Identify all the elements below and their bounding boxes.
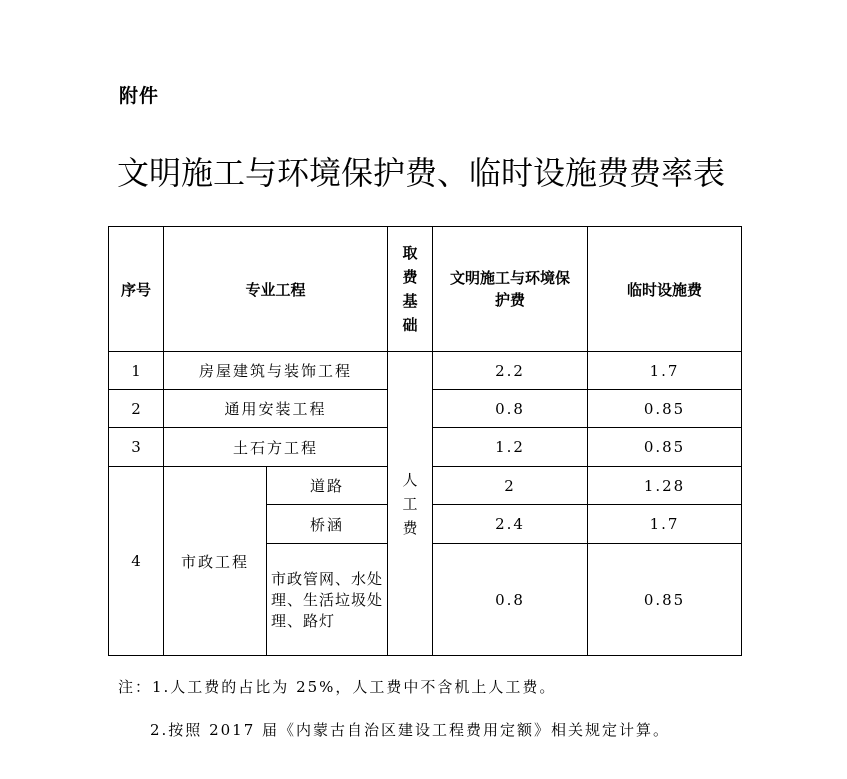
- row-project: 房屋建筑与装饰工程: [164, 352, 388, 390]
- header-project: 专业工程: [164, 227, 388, 352]
- header-temp: 临时设施费: [588, 227, 742, 352]
- row-seq: 1: [109, 352, 164, 390]
- table-row: [109, 352, 742, 390]
- subrow-civil: 2.4: [433, 505, 588, 544]
- row-seq: 2: [109, 390, 164, 428]
- row-civil: 1.2: [433, 428, 588, 467]
- subrow-temp: 0.85: [588, 544, 742, 656]
- header-civil-text: 文明施工与环境保护费: [450, 269, 571, 309]
- footnote-1: 注：1.人工费的占比为 25%，人工费中不含机上人工费。: [118, 678, 557, 696]
- subrow-name: 道路: [267, 467, 388, 505]
- header-seq: 序号: [109, 227, 164, 352]
- subrow-name: 桥涵: [267, 505, 388, 544]
- attachment-label: 附件: [119, 85, 160, 107]
- header-basis: [388, 227, 433, 352]
- row-temp: 0.85: [588, 428, 742, 467]
- basis-cell: [388, 352, 433, 656]
- subrow-civil: 0.8: [433, 544, 588, 656]
- header-basis-text: 取费基础: [402, 244, 418, 334]
- row-temp: 1.7: [588, 352, 742, 390]
- row-seq: 3: [109, 428, 164, 467]
- municipal-seq: 4: [109, 467, 164, 656]
- row-project: 通用安装工程: [164, 390, 388, 428]
- subrow-civil: 2: [433, 467, 588, 505]
- subrow-name: 市政管网、水处理、生活垃圾处理、路灯: [267, 544, 388, 656]
- header-civil: [433, 227, 588, 352]
- subrow-temp: 1.7: [588, 505, 742, 544]
- table-header-row: [109, 227, 742, 352]
- rate-table: [108, 226, 742, 656]
- row-temp: 0.85: [588, 390, 742, 428]
- document-title: 文明施工与环境保护费、临时设施费费率表: [117, 154, 726, 192]
- basis-text: 人工费: [402, 470, 418, 537]
- row-project: 土石方工程: [164, 428, 388, 467]
- subrow-temp: 1.28: [588, 467, 742, 505]
- row-civil: 2.2: [433, 352, 588, 390]
- row-civil: 0.8: [433, 390, 588, 428]
- municipal-project: 市政工程: [164, 467, 267, 656]
- footnote-2: 2.按照 2017 届《内蒙古自治区建设工程费用定额》相关规定计算。: [150, 721, 671, 739]
